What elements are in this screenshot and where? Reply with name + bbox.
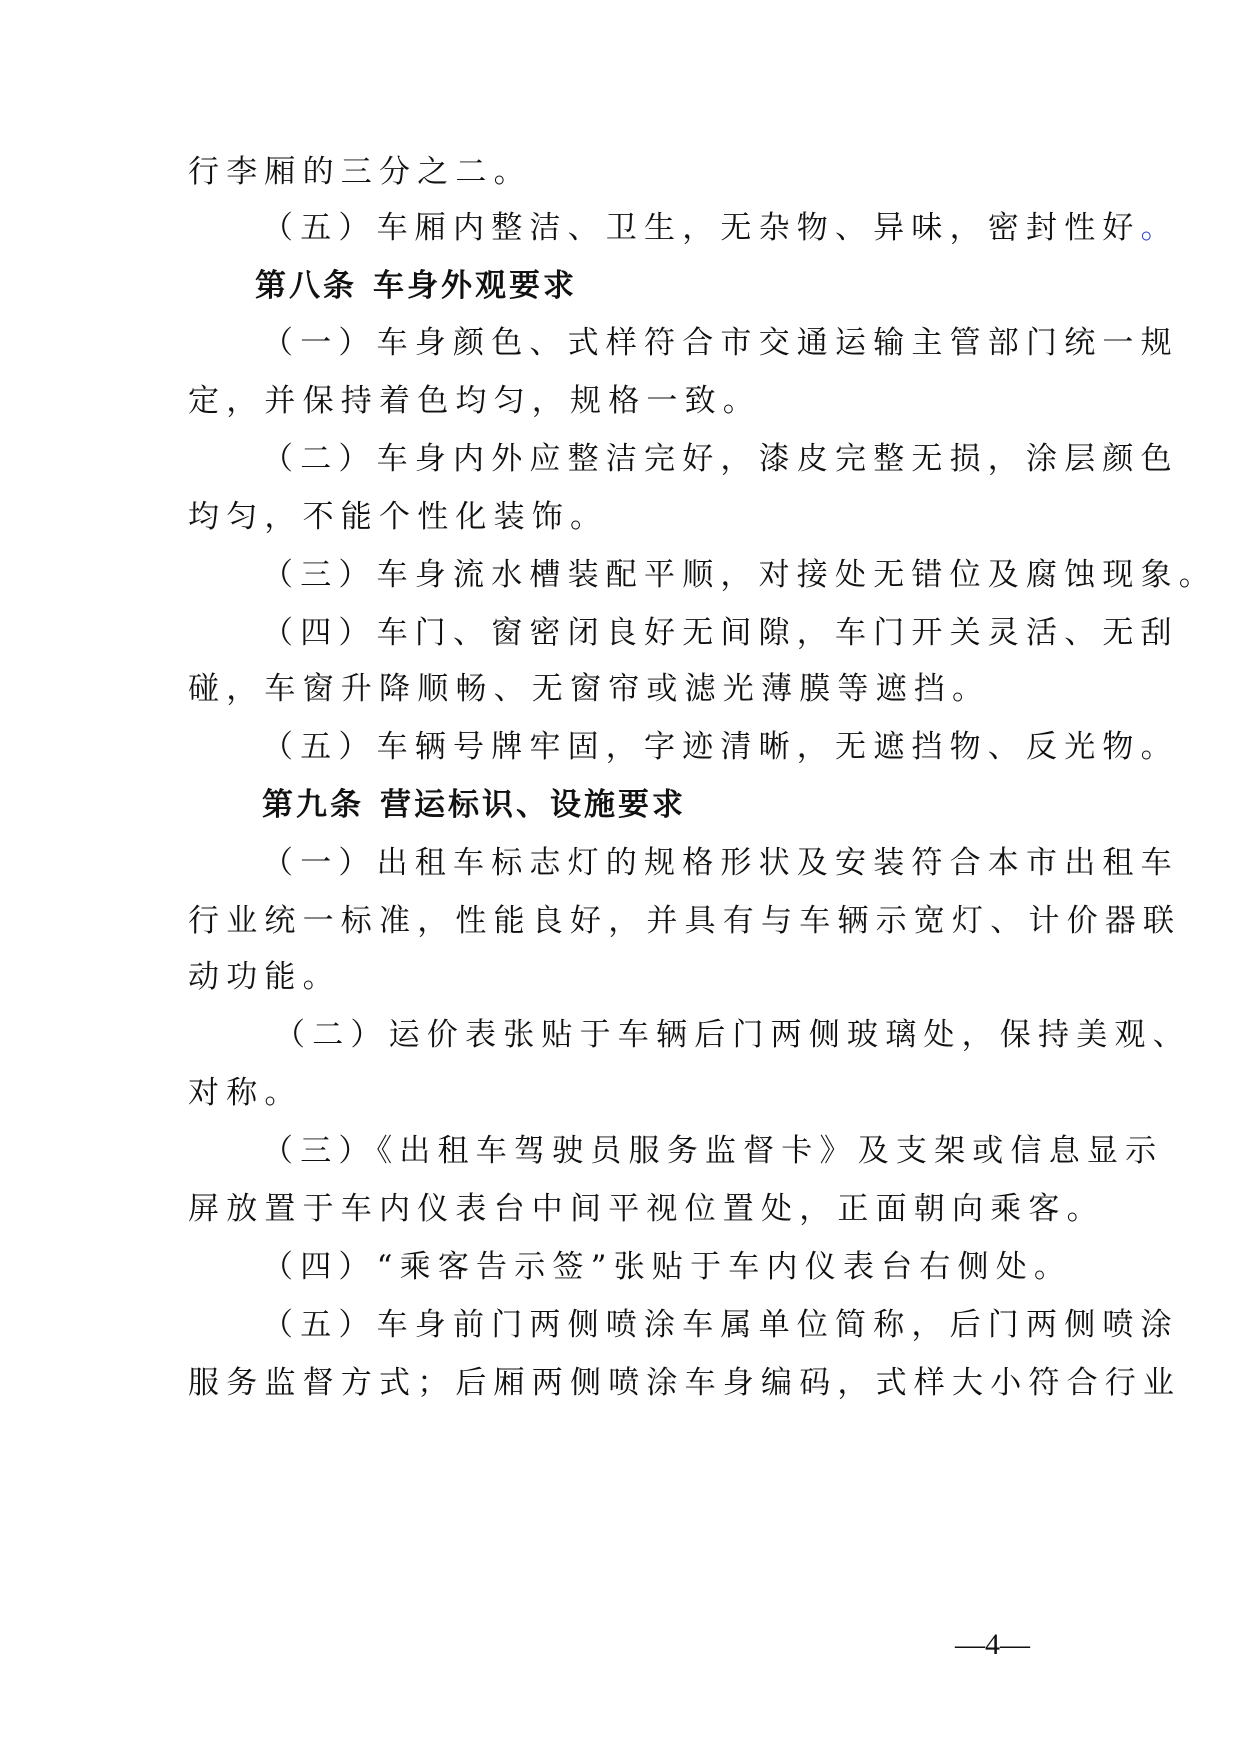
paragraph-line-18: （三）《出租车驾驶员服务监督卡》及支架或信息显示 [262,1133,1164,1169]
paragraph-line-14: 行业统一标准，性能良好，并具有与车辆示宽灯、计价器联 [188,903,1182,939]
paragraph-line-6: （二）车身内外应整洁完好，漆皮完整无损，涂层颜色 [262,441,1179,477]
paragraph-line-10: 碰，车窗升降顺畅、无窗帘或滤光薄膜等遮挡。 [188,671,991,707]
paragraph-line-5: 定，并保持着色均匀，规格一致。 [188,383,761,419]
paragraph-line-15: 动功能。 [188,959,341,995]
paragraph-line-2-text: （五）车厢内整洁、卫生，无杂物、异味，密封性好 [262,210,1141,246]
article-8-title: 车身外观要求 [373,268,577,304]
paragraph-line-1: 行李厢的三分之二。 [188,154,532,190]
paragraph-line-20: （四）“乘客告示签”张贴于车内仪表台右侧处。 [262,1249,1073,1285]
paragraph-line-13: （一）出租车标志灯的规格形状及安装符合本市出租车 [262,845,1179,881]
page-number: —4— [955,1628,1030,1661]
blue-period: 。 [1140,210,1179,246]
article-8-number: 第八条 [255,268,357,304]
paragraph-line-2 [262,208,1179,248]
article-9-title: 营运标识、设施要求 [380,787,686,823]
paragraph-line-7: 均匀，不能个性化装饰。 [188,499,609,535]
paragraph-line-22: 服务监督方式；后厢两侧喷涂车身编码，式样大小符合行业 [188,1365,1182,1401]
paragraph-line-8: （三）车身流水槽装配平顺，对接处无错位及腐蚀现象。 [262,557,1217,593]
paragraph-line-11: （五）车辆号牌牢固，字迹清晰，无遮挡物、反光物。 [262,729,1179,765]
article-9-number: 第九条 [262,787,364,823]
paragraph-line-21: （五）车身前门两侧喷涂车属单位简称，后门两侧喷涂 [262,1307,1179,1343]
section-heading-article-8 [255,266,1135,306]
paragraph-line-4: （一）车身颜色、式样符合市交通运输主管部门统一规 [262,325,1179,361]
paragraph-line-19: 屏放置于车内仪表台中间平视位置处，正面朝向乘客。 [188,1191,1105,1227]
paragraph-line-17: 对称。 [188,1075,303,1111]
paragraph-line-9: （四）车门、窗密闭良好无间隙，车门开关灵活、无刮 [262,615,1179,651]
paragraph-line-16: （二）运价表张贴于车辆后门两侧玻璃处，保持美观、 [274,1017,1191,1053]
section-heading-article-9 [262,785,1142,825]
